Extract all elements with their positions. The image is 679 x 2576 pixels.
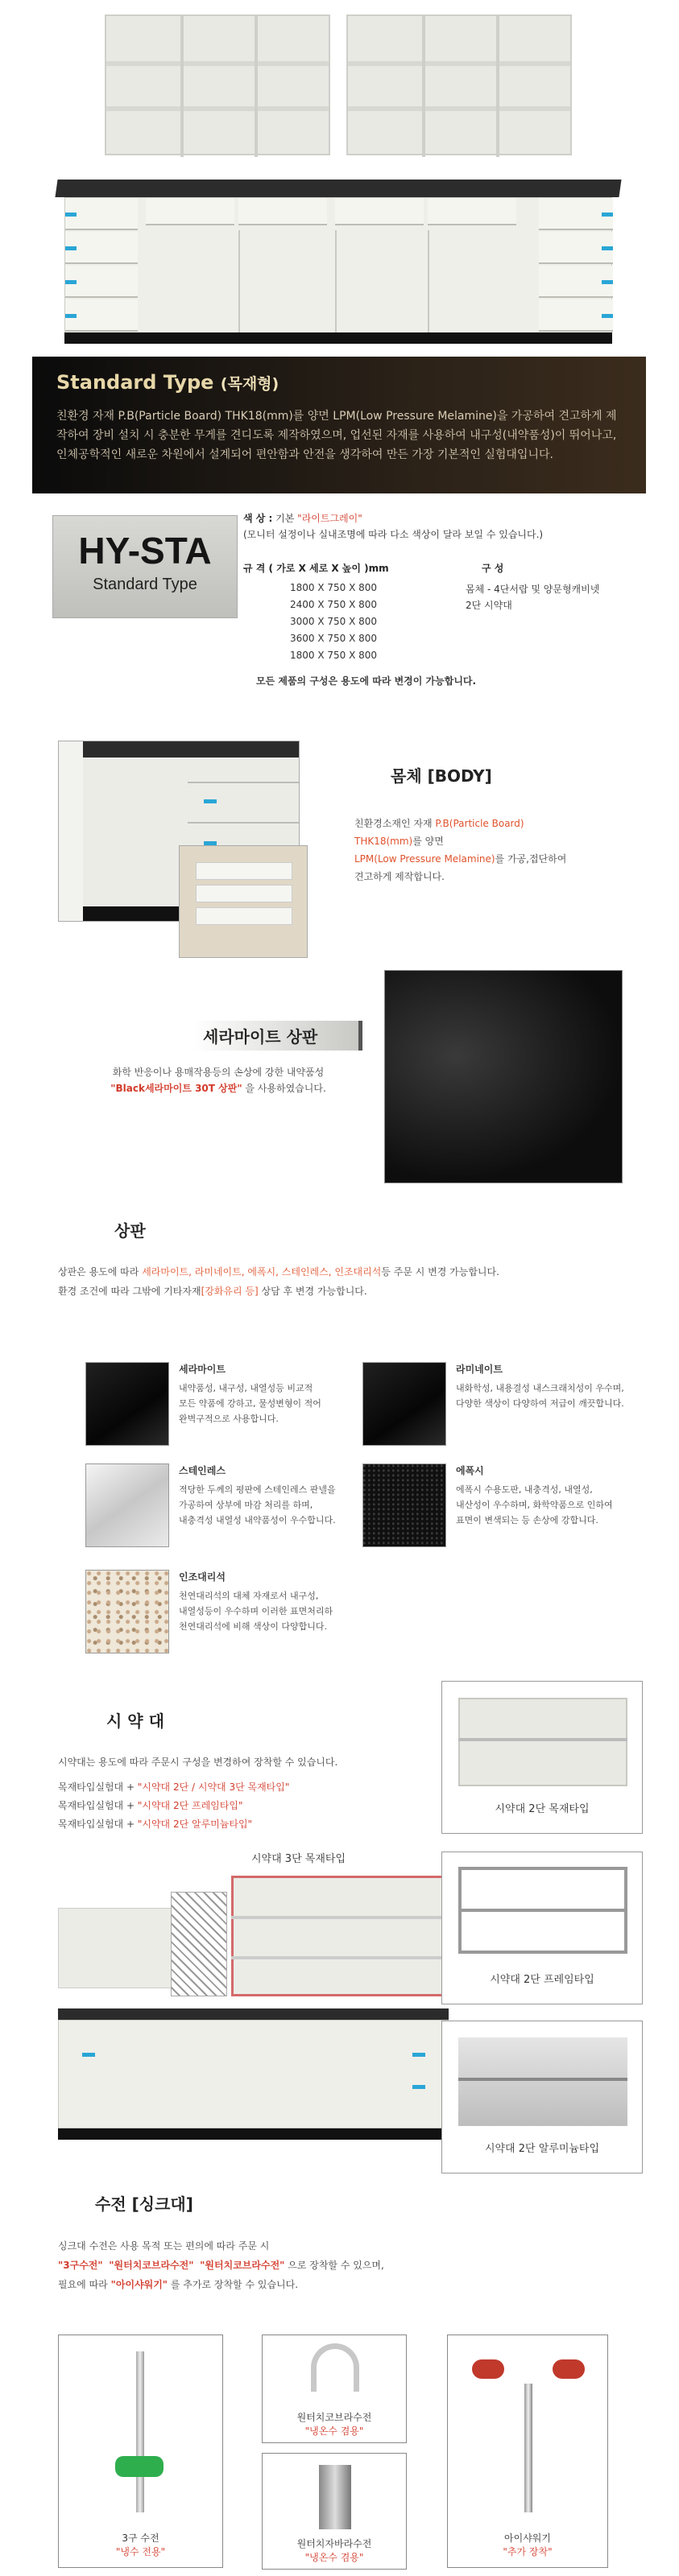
spec-note: 모든 제품의 구성은 용도에 따라 변경이 가능합니다. (256, 675, 477, 687)
ceramite-heading: 세라마이트 상판 (193, 1021, 362, 1051)
spec-color-prefix: 기본 (275, 513, 298, 524)
reagent-description: 시약대는 용도에 따라 주문시 구성을 변경하여 장착할 수 있습니다. 목재타입실험대 + "시약대 2단 / 시약대 3단 목재타입" 목재타입실험대 + "시약대 2단 프레임타입" 목재타입실험대 + "시약대 2단 알루미늄타입" (58, 1757, 338, 1830)
banner-title-ko: (목재형) (220, 375, 279, 393)
body-heading: 몸체 [BODY] (391, 766, 492, 786)
spec-color-value: "라이트그레이" (297, 513, 362, 524)
spec-size-label: 규 격 ( 가로 X 세로 X 높이 )mm (243, 563, 389, 574)
ceramite-swatch (85, 1362, 169, 1446)
material-stainless: 스테인레스 적당한 두께의 평판에 스테인레스 판넬을 가공하여 상부에 마감 처리를 하며, 내충격성 내열성 내약품성이 우수합니다. (179, 1465, 336, 1525)
banner-description: 친환경 자재 P.B(Particle Board) THK18(mm)를 양면 LPM(Low Pressure Melamine)을 가공하여 견고하게 제작하여 장비 설치 시 충분한 무게를 견디도록 제작하였으며, 업선된 자재를 사용하여 내구성(내약품성)이 뛰어나고, 인체공학적인 새로운 차원에서 설계되어 편안함과 안전을 생각하여 만든 가장 기본적인 실험대입니다. (56, 410, 617, 461)
spec-comp-1: 몸체 - 4단서랍 및 양문형캐비넷 (466, 584, 600, 595)
top-description: 상판은 용도에 따라 세라마이트, 라미네이트, 에폭시, 스테인레스, 인조대리석등 주문 시 변경 가능합니다. 환경 조건에 따라 그밖에 기타자재[강화유리 등] 상담 후 변경 가능합니다. (58, 1266, 499, 1297)
spec-size-list (290, 580, 451, 664)
kick-plate (64, 332, 612, 344)
top-heading: 상판 (114, 1221, 146, 1241)
faucet-cobra: 원터치코브라수전 "냉온수 겸용" (262, 2334, 407, 2443)
spec-size-1: 1800 X 750 X 800 (290, 582, 378, 593)
faucet-bellows: 원터치자바라수전 "냉온수 겸용" (262, 2453, 407, 2570)
reagent-heading: 시 약 대 (106, 1711, 164, 1731)
spec-comp-2: 2단 시약대 (466, 600, 512, 611)
epoxy-swatch (362, 1463, 446, 1547)
banner-title (56, 371, 622, 394)
hero-lab-bench-image (56, 14, 620, 345)
material-laminate: 라미네이트 내화학성, 내용결성 내스크래치성이 우수며, 다양한 색상이 다양하여 저급이 깨끗합니다. (456, 1364, 624, 1409)
model-subtitle: Standard Type (93, 576, 197, 593)
reagent-big-caption: 시약대 3단 목재타입 (251, 1853, 346, 1865)
spec-color-note: (모니터 설정이나 실내조명에 따라 다소 색상이 달라 보일 수 있습니다.) (243, 529, 544, 540)
reagent-thumb-wood: 시약대 2단 목재타입 (441, 1681, 643, 1834)
reagent-shelf-left (105, 14, 330, 155)
faucet-3way: 3구 수전 "냉수 전용" (58, 2334, 223, 2568)
banner-title-en: Standard Type (56, 371, 214, 394)
sink-description: 싱크대 수전은 사용 목적 또는 편의에 따라 주문 시 "3구수전" "원터치코브라수전" "원터치코브라수전" 으로 장착할 수 있으며, 필요에 따라 "아이샤워기" 를 추가로 장착할 수 있습니다. (58, 2240, 384, 2290)
countertop (55, 180, 621, 197)
material-artificial-marble: 인조대리석 천연대리석의 대체 자재로서 내구성, 내열성등이 우수하며 이러한 표면처리하 천연대리석에 비해 색상이 다양합니다. (179, 1571, 333, 1632)
particle-board-image (179, 845, 308, 958)
faucet-eyewash: 아이샤워기 "추가 장착" (447, 2334, 608, 2568)
ceramite-slab-image (384, 970, 623, 1183)
cabinet-body (64, 197, 612, 334)
artificial-marble-swatch (85, 1570, 169, 1653)
spec-size-4: 3600 X 750 X 800 (290, 633, 378, 644)
model-badge (52, 515, 238, 618)
spec-size-5: 1800 X 750 X 800 (290, 650, 378, 661)
material-epoxy: 에폭시 에폭시 수용도판, 내충격성, 내열성, 내산성이 우수하며, 화학약품으로 인하여 표면이 변색되는 등 손상에 강합니다. (456, 1465, 613, 1525)
ceramite-description: 화학 반응이나 용매작용등의 손상에 강한 내약품성 "Black세라마이트 30T 상판" 을 사용하였습니다. (110, 1067, 326, 1094)
stainless-swatch (85, 1463, 169, 1547)
sink-heading: 수전 [싱크대] (95, 2194, 193, 2214)
standard-type-banner (32, 357, 646, 493)
material-ceramite: 세라마이트 내약품성, 내구성, 내열성등 비교적 모든 약품에 강하고, 물성변형이 적어 완벽구적으로 사용합니다. (179, 1364, 321, 1424)
spec-size-3: 3000 X 750 X 800 (290, 616, 378, 627)
spec-size-2: 2400 X 750 X 800 (290, 599, 378, 610)
reagent-thumb-aluminum: 시약대 2단 알루미늄타입 (441, 2021, 643, 2174)
laminate-swatch (362, 1362, 446, 1446)
spec-comp-label: 구 성 (482, 563, 504, 574)
reagent-shelf-right (346, 14, 572, 155)
spec-color-label: 색 상 : (243, 513, 273, 524)
body-description: 친환경소재인 자재 P.B(Particle Board) THK18(mm)를 양면 LPM(Low Pressure Melamine)를 가공,접단하여 견고하게 제작합니다. (354, 818, 567, 882)
spec-composition (466, 560, 667, 613)
reagent-bench-image (58, 1843, 449, 2149)
spec-color (243, 510, 662, 543)
model-name: HY-STA (78, 530, 212, 572)
reagent-thumb-frame: 시약대 2단 프레임타입 (441, 1852, 643, 2004)
